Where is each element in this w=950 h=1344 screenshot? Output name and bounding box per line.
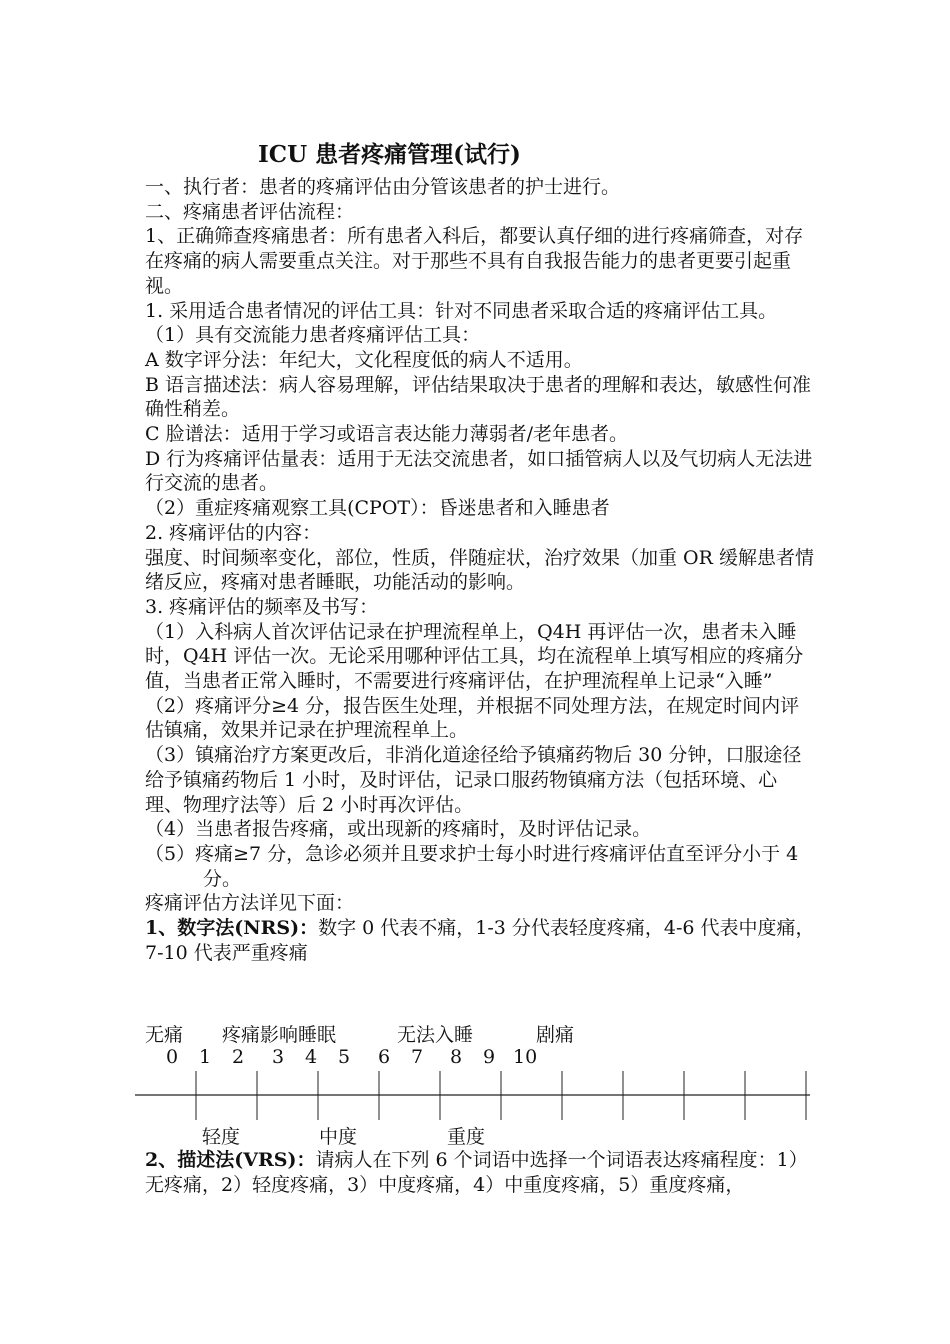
vrs-description: 请病人在下列 6 个词语中选择一个词语表达疼痛程度：1）无疼痛，2）轻度疼痛，3）中度疼痛，4）中重度疼痛，5）重度疼痛， bbox=[145, 1149, 808, 1196]
scale-number: 4 bbox=[305, 1046, 318, 1068]
document-body bbox=[145, 175, 815, 966]
scale-number: 5 bbox=[338, 1046, 351, 1068]
paragraph-vrs bbox=[145, 1148, 815, 1197]
paragraph-frequency-2: （2）疼痛评分≥4 分，报告医生处理，并根据不同处理方法，在规定时间内评估镇痛，效果并记录在护理流程单上。 bbox=[145, 694, 800, 742]
document-title: ICU 患者疼痛管理(试行) bbox=[258, 141, 521, 168]
scale-number: 7 bbox=[411, 1046, 424, 1068]
document-body-vrs bbox=[145, 1148, 815, 1197]
scale-number: 0 bbox=[166, 1046, 179, 1068]
vrs-heading: 2、描述法(VRS)： bbox=[145, 1149, 316, 1171]
scale-word-no-pain: 无痛 bbox=[145, 1024, 184, 1046]
scale-number: 1 bbox=[199, 1046, 212, 1068]
nrs-scale-words bbox=[0, 1020, 950, 1046]
paragraph-frequency-5: （5）疼痛≥7 分，急诊必须并且要求护士每小时进行疼痛评估直至评分小于 4 分。 bbox=[145, 842, 799, 890]
paragraph-frequency-3: （3）镇痛治疗方案更改后，非消化道途径给予镇痛药物后 30 分钟，口服途径给予镇痛药物后 1 小时，及时评估，记录口服药物镇痛方法（包括环境、心理、物理疗法等）后 2 小时再次评估。 bbox=[145, 744, 802, 816]
scale-number: 3 bbox=[272, 1046, 285, 1068]
paragraph-executor: 一、执行者：患者的疼痛评估由分管该患者的护士进行。 bbox=[145, 176, 621, 198]
scale-number: 6 bbox=[378, 1046, 391, 1068]
paragraph-communicative-tools: （1）具有交流能力患者疼痛评估工具： bbox=[145, 324, 481, 347]
scale-number: 10 bbox=[513, 1046, 538, 1068]
nrs-description: 数字 0 代表不痛，1-3 分代表轻度疼痛，4-6 代表中度痛，7-10 代表严重疼痛 bbox=[145, 917, 815, 964]
paragraph-tool-a: A 数字评分法：年纪大，文化程度低的病人不适用。 bbox=[145, 348, 583, 371]
paragraph-tools: 1. 采用适合患者情况的评估工具：针对不同患者采取合适的疼痛评估工具。 bbox=[145, 299, 778, 322]
paragraph-tool-c: C 脸谱法：适用于学习或语言表达能力薄弱者/老年患者。 bbox=[145, 423, 628, 446]
paragraph-process-heading: 二、疼痛患者评估流程： bbox=[145, 200, 355, 223]
paragraph-methods-intro: 疼痛评估方法详见下面： bbox=[145, 892, 355, 915]
nrs-scale-ruler bbox=[130, 1068, 820, 1124]
scale-number: 8 bbox=[450, 1046, 463, 1068]
scale-word-cannot-sleep: 无法入睡 bbox=[397, 1024, 474, 1046]
paragraph-cpot: （2）重症疼痛观察工具(CPOT）：昏迷患者和入睡患者 bbox=[145, 497, 610, 520]
paragraph-tool-d: D 行为疼痛评估量表：适用于无法交流患者，如口插管病人以及气切病人无法进行交流的患者。 bbox=[145, 447, 813, 495]
paragraph-screening: 1、正确筛查疼痛患者：所有患者入科后，都要认真仔细的进行疼痛筛查，对存在疼痛的病人需要重点关注。对于那些不具有自我报告能力的患者更要引起重视。 bbox=[145, 225, 804, 297]
paragraph-content: 强度、时间频率变化，部位，性质，伴随症状，治疗效果（加重 OR 缓解患者情绪反应，疼痛对患者睡眠，功能活动的影响。 bbox=[145, 546, 814, 594]
paragraph-frequency-1: （1）入科病人首次评估记录在护理流程单上，Q4H 再评估一次，患者未入睡时，Q4H 评估一次。无论采用哪种评估工具，均在流程单上填写相应的疼痛分值，当患者正常入睡时，不需要进行疼痛评估，在护理流程单上记录“入睡” bbox=[145, 620, 804, 693]
scale-word-affects-sleep: 疼痛影响睡眠 bbox=[222, 1024, 337, 1046]
paragraph-content-heading: 2. 疼痛评估的内容： bbox=[145, 521, 322, 544]
paragraph-tool-b: B 语言描述法：病人容易理解，评估结果取决于患者的理解和表达，敏感性何准确性稍差。 bbox=[145, 373, 812, 421]
nrs-scale-levels bbox=[0, 1122, 950, 1148]
scale-level-mild: 轻度 bbox=[202, 1126, 241, 1148]
scale-level-moderate: 中度 bbox=[319, 1126, 358, 1148]
nrs-heading: 1、数字法(NRS)： bbox=[145, 917, 319, 940]
paragraph-nrs bbox=[145, 916, 815, 965]
paragraph-frequency-heading: 3. 疼痛评估的频率及书写： bbox=[145, 595, 379, 618]
scale-number: 2 bbox=[232, 1046, 245, 1068]
scale-word-severe-pain: 剧痛 bbox=[536, 1024, 575, 1046]
paragraph-frequency-4: （4）当患者报告疼痛，或出现新的疼痛时，及时评估记录。 bbox=[145, 818, 652, 841]
scale-number: 9 bbox=[483, 1046, 496, 1068]
scale-level-severe: 重度 bbox=[447, 1126, 486, 1148]
